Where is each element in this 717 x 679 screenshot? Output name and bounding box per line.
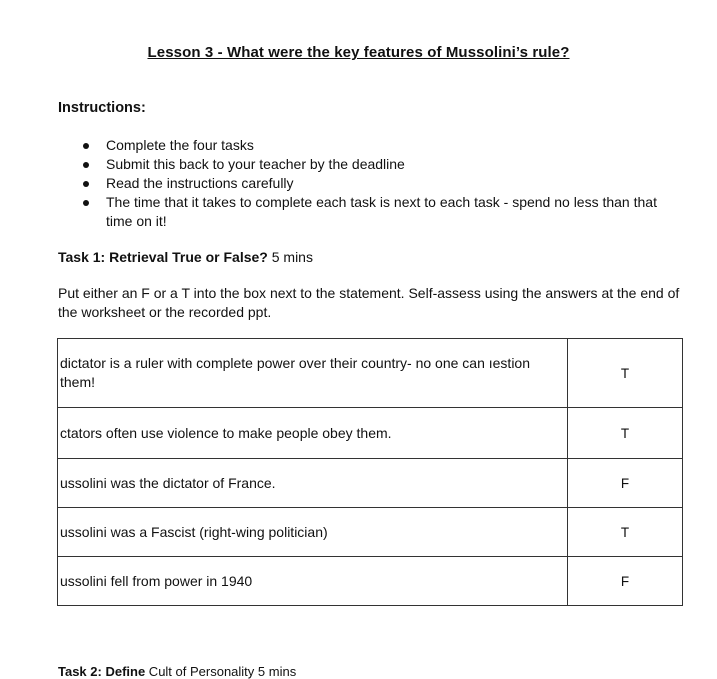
statement-cell (58, 339, 568, 408)
task1-instructions: Put either an F or a T into the box next to the statement. Self-assess using the answers at the end of the worksheet or the recorded ppt. (58, 285, 680, 320)
task1-label: Task 1: Retrieval True or False? (58, 249, 268, 265)
table-row (58, 557, 683, 606)
statement-text: ussolini was the dictator of France. (60, 474, 276, 491)
instructions-list (58, 136, 678, 231)
table-row (58, 408, 683, 459)
table-row (58, 459, 683, 508)
instructions-heading: Instructions: (58, 100, 146, 116)
answer-cell[interactable]: T (568, 508, 683, 557)
statement-text: ussolini fell from power in 1940 (60, 572, 253, 589)
task2-rest: Cult of Personality 5 mins (145, 664, 297, 679)
instruction-item: Complete the four tasks (58, 136, 678, 155)
statement-text: dictator is a ruler with complete power over their country- no one can ıestion them! (60, 355, 531, 390)
statement-text: ctators often use violence to make people obey them. (60, 424, 392, 441)
task1-duration: 5 mins (267, 249, 313, 265)
statement-cell (58, 508, 568, 557)
instruction-item: Read the instructions carefully (58, 174, 678, 193)
task2-label: Task 2: Define (58, 664, 146, 679)
answer-cell[interactable]: F (568, 459, 683, 508)
true-false-table (57, 338, 683, 606)
instruction-item: Submit this back to your teacher by the deadline (58, 155, 678, 174)
answer-cell[interactable]: T (568, 408, 683, 459)
task2-heading (58, 664, 296, 679)
table-row (58, 508, 683, 557)
statement-text: ussolini was a Fascist (right-wing politician) (60, 523, 328, 540)
instruction-item: The time that it takes to complete each task is next to each task - spend no less than that time on it! (58, 193, 678, 231)
answer-cell[interactable]: F (568, 557, 683, 606)
table-row (58, 339, 683, 408)
statement-cell (58, 459, 568, 508)
answer-cell[interactable]: T (568, 339, 683, 408)
page-title: Lesson 3 - What were the key features of Mussolini’s rule? (147, 44, 570, 61)
statement-cell (58, 408, 568, 459)
task1-heading (58, 249, 313, 265)
statement-cell (58, 557, 568, 606)
